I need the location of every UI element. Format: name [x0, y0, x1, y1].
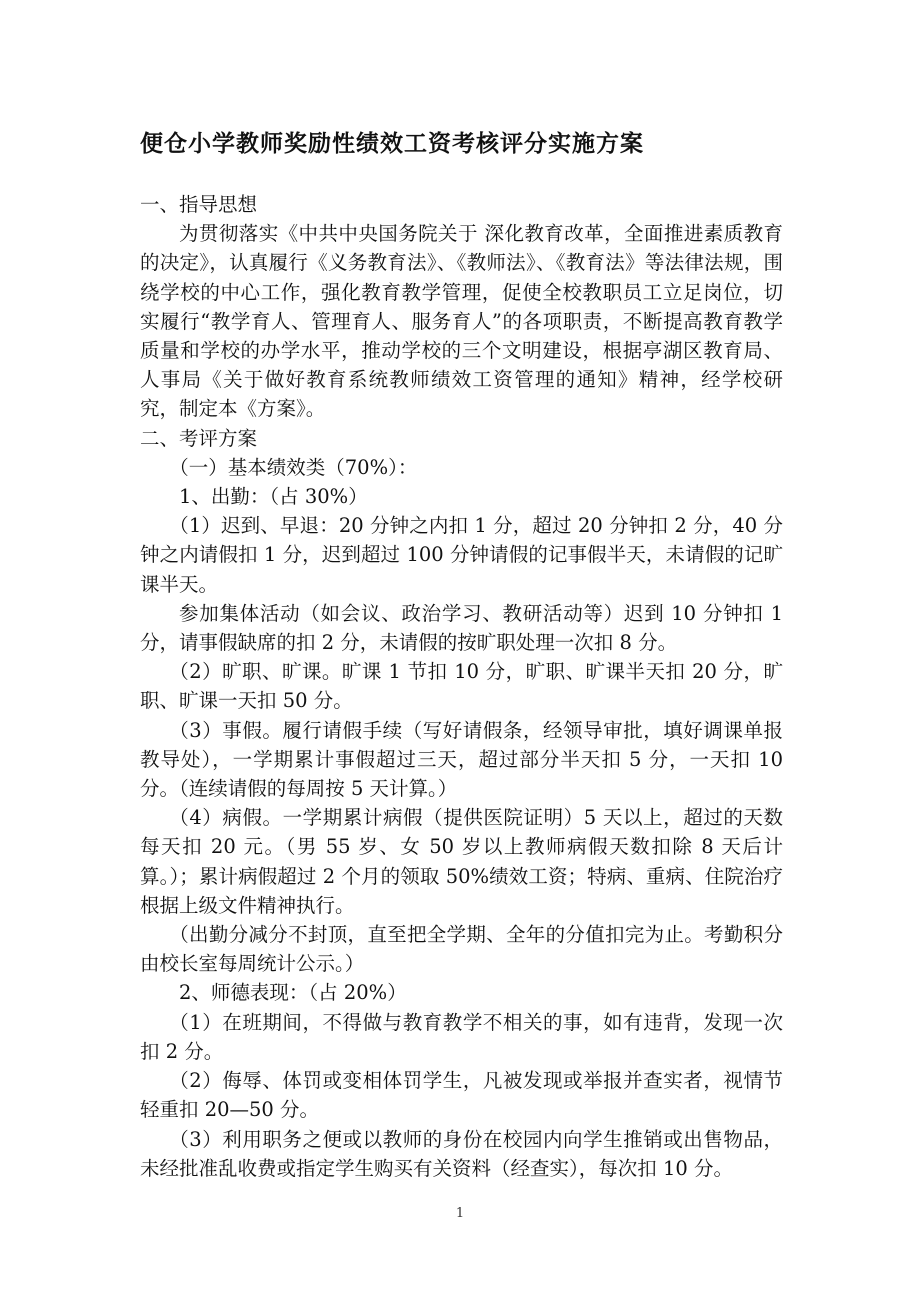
paragraph-personal-leave: （3）事假。履行请假手续（写好请假条，经领导审批，填好调课单报教导处），一学期累计事假超过三天，超过部分半天扣 5 分，一天扣 10 分。（连续请假的每周按 5 天计算。）	[140, 718, 783, 801]
item-attendance: 1、出勤：（占 30%）	[179, 485, 368, 509]
section-heading-guiding-ideology: 一、指导思想	[140, 193, 258, 216]
paragraph-sick-leave: （4）病假。一学期累计病假（提供医院证明）5 天以上，超过的天数每天扣 20 元。（男 55 岁、女 50 岁以上教师病假天数扣除 8 天后计算。）；累计病假超过 2 个月的领取 50%绩效工资；特病、重病、住院治疗根据上级文件精神执行。	[140, 806, 783, 917]
paragraph-ethics-2: （2）侮辱、体罚或变相体罚学生，凡被发现或举报并查实者，视情节轻重扣 20—50 分。	[140, 1069, 783, 1122]
paragraph-guiding-ideology: 为贯彻落实《中共中央国务院关于 深化教育改革，全面推进素质教育的决定》，认真履行《义务教育法》、《教师法》、《教育法》等法律法规，围绕学校的中心工作，强化教育教学管理，促使全校教职员工立足岗位，切实履行“教学育人、管理育人、服务育人”的各项职责，不断提高教育教学质量和学校的办学水平，推动学校的三个文明建设，根据亭湖区教育局、人事局《关于做好教育系统教师绩效工资管理的通知》精神，经学校研究，制定本《方案》。	[140, 222, 783, 421]
page-number: 1	[455, 1206, 465, 1221]
paragraph-ethics-3: （3）利用职务之便或以教师的身份在校园内向学生推销或出售物品，未经批准乱收费或指定学生购买有关资料（经查实），每次扣 10 分。	[140, 1127, 783, 1180]
paragraph-absenteeism: （2）旷职、旷课。旷课 1 节扣 10 分，旷职、旷课半天扣 20 分，旷职、旷课一天扣 50 分。	[140, 660, 783, 713]
paragraph-late-early-leave: （1）迟到、早退：20 分钟之内扣 1 分，超过 20 分钟扣 2 分，40 分钟之内请假扣 1 分，迟到超过 100 分钟请假的记事假半天，未请假的记旷课半天。	[140, 514, 783, 596]
paragraph-group-activities: 参加集体活动（如会议、政治学习、教研活动等）迟到 10 分钟扣 1 分，请事假缺席的扣 2 分，未请假的按旷职处理一次扣 8 分。	[140, 601, 783, 655]
document-body	[140, 190, 783, 1183]
paragraph-attendance-note: （出勤分减分不封顶，直至把全学期、全年的分值扣完为止。考勤积分由校长室每周统计公示。）	[140, 923, 783, 976]
document-title: 便仓小学教师奖励性绩效工资考核评分实施方案	[140, 130, 644, 157]
paragraph-ethics-1: （1）在班期间，不得做与教育教学不相关的事，如有违背，发现一次扣 2 分。	[140, 1010, 783, 1063]
section-heading-evaluation-plan: 二、考评方案	[140, 426, 258, 450]
item-teacher-ethics: 2、师德表现：（占 20%）	[179, 981, 407, 1005]
subheading-basic-performance: （一）基本绩效类（70%）：	[169, 455, 418, 479]
